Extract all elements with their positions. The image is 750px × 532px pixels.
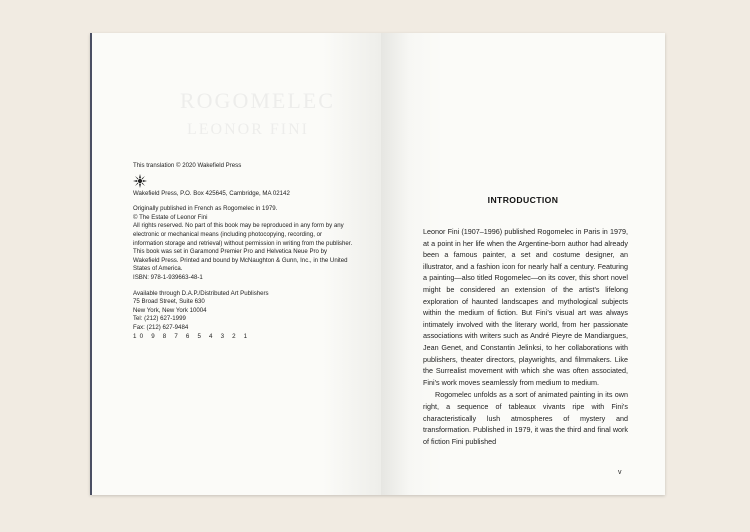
paragraph: Rogomelec unfolds as a sort of animated painting in its own right, a sequence of tableaux vivants ripe with Fini’s characteristically lush atmospheres of mystery and transformation. Published in 1979, it was the third and final work of fiction Fini published bbox=[423, 390, 628, 446]
estate-copyright: © The Estate of Leonor Fini bbox=[133, 213, 208, 221]
publisher-address: Wakefield Press, P.O. Box 425645, Cambridge, MA 02142 bbox=[133, 189, 290, 197]
typesetting-notice: This book was set in Garamond Premier Pro and Helvetica Neue Pro by Wakefield Press. Printed and bound by McNaughton & Gunn, Inc., in the United States of America. bbox=[133, 248, 348, 273]
wakefield-press-logo-icon bbox=[133, 174, 147, 188]
isbn: ISBN: 978-1-939663-48-1 bbox=[133, 273, 203, 281]
page-title: INTRODUCTION bbox=[487, 195, 559, 205]
open-book bbox=[90, 33, 665, 495]
distributor-street: 75 Broad Street, Suite 630 bbox=[133, 298, 205, 306]
translation-notice: This translation © 2020 Wakefield Press bbox=[133, 162, 242, 169]
bleed-through-author: LEONOR FINI bbox=[187, 121, 309, 138]
paragraph: Leonor Fini (1907–1996) published Rogomelec in Paris in 1979, at a point in her life when the Argentine-born author had already been a famous painter, a set and costume designer, an illustrator, and a fashion icon for nearly half a century. Featuring a painting—also titled Rogomelec—on its cover, this short novel might be considered an extension of the artist’s lifelong exploration of haunted landscapes and mythological subjects within the medium of fiction. But Fini’s visual art was always intimately involved with the literary world, from her passionate associations with writers such as André Pieyre de Mandiargues, Jean Genet, and Constantin Jelinksi, to her collaborations with publishers, theater directors, playwrights, and filmmakers. Like the Surrealist movement with which she was often associated, Fini’s work moves seamlessly from medium to medium. bbox=[423, 227, 628, 387]
distributor-phone: Tel: (212) 627-1999 bbox=[133, 315, 186, 323]
copyright-page bbox=[90, 33, 381, 495]
distributor-fax: Fax: (212) 627-9484 bbox=[133, 323, 189, 331]
bleed-through-title: ROGOMELEC bbox=[180, 88, 335, 113]
distributor-name: Available through D.A.P./Distributed Art Publishers bbox=[133, 289, 269, 297]
rights-notice: All rights reserved. No part of this book may be reproduced in any form by any electronic or mechanical means (including photocopying, recording, or information storage and retrieval) without permission in writing from the publisher. bbox=[133, 222, 353, 247]
distributor-city: New York, New York 10004 bbox=[133, 306, 207, 314]
introduction-text bbox=[423, 226, 628, 447]
page-number: v bbox=[618, 469, 622, 476]
printing-line: 10 9 8 7 6 5 4 3 2 1 bbox=[133, 332, 251, 340]
introduction-page bbox=[381, 33, 665, 495]
copyright-block bbox=[133, 162, 353, 341]
original-publication: Originally published in French as Rogomelec in 1979. bbox=[133, 205, 278, 213]
